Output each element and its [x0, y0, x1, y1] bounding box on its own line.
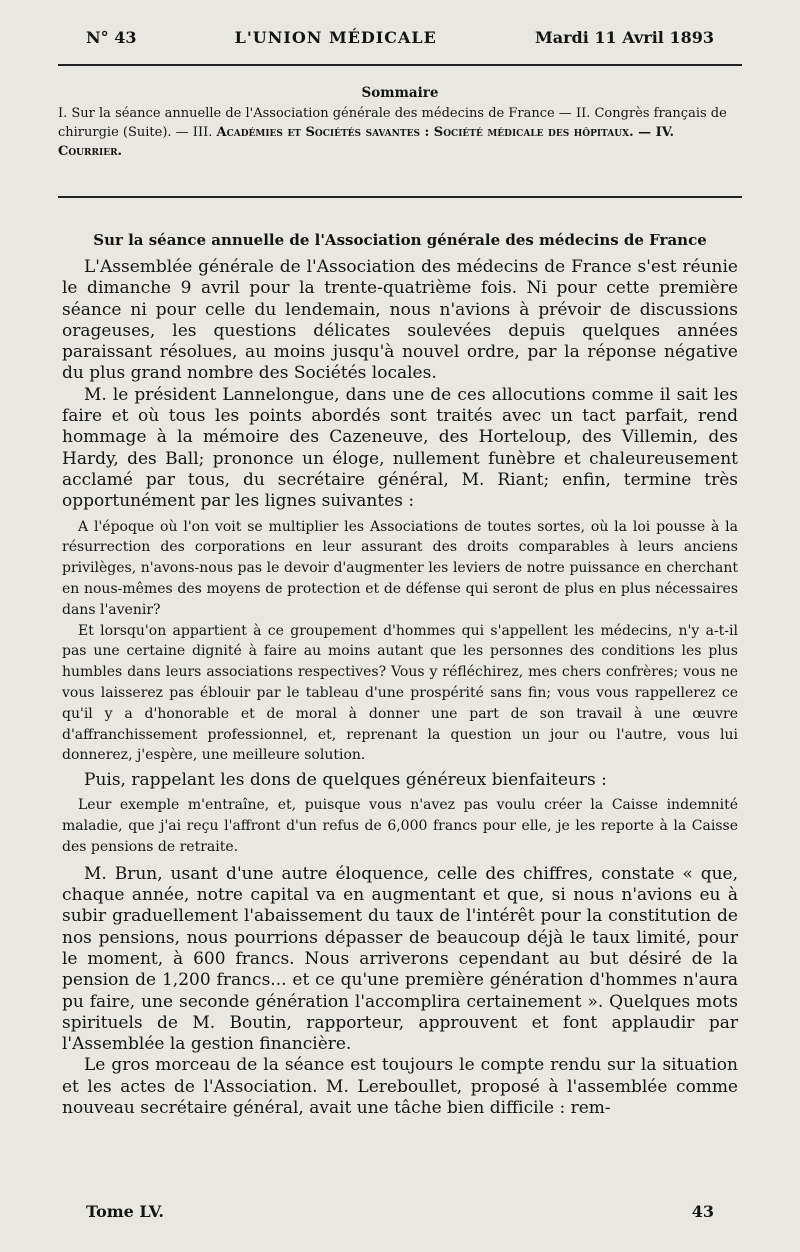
quote-paragraph-2: Et lorsqu'on appartient à ce groupement d'hommes qui s'appellent les médecins, n'y a-t-il pas une certaine dignité à faire au moins autant que les personnes des conditions les plus humbles dans leurs associations respectives? Vous y réfléchirez, mes chers confrères; vous ne vous laisserez pas éblouir par le tableau d'une prospérité sans fin; vous vous rappellerez ce qu'il y a d'honorable et de moral à donner une part de son travail à une œuvre d'affranchissement professionnel, et, reprenant la question un jour ou l'autre, vous lui donnerez, j'espère, une meilleure solution.	[62, 622, 738, 764]
volume-label: Tome LV.	[86, 1202, 164, 1221]
page-number: 43	[691, 1202, 714, 1221]
journal-title: L'UNION MÉDICALE	[234, 28, 437, 47]
paragraph-4: M. Brun, usant d'une autre éloquence, celle des chiffres, constate « que, chaque année, notre capital va en augmentant et que, si nous n'avions eu à subir graduellement l'abaissement du taux de l'intérêt pour la constitution de nos pensions, nous pourrions dépasser de beaucoup déjà le taux limité, pour le moment, à 600 francs. Nous arriverons cependant au but désiré de la pension de 1,200 francs... et ce qu'une première génération d'hommes n'aura pu faire, une seconde génération l'accomplira certainement ». Quelques mots spirituels de M. Boutin, rapporteur, approuvent et font applaudir par l'Assemblée la gestion financière.	[62, 863, 738, 1055]
quote-paragraph-3: Leur exemple m'entraîne, et, puisque vous n'avez pas voulu créer la Caisse indemnité maladie, que j'ai reçu l'affront d'un refus de 6,000 francs pour elle, je les reporte à la Caisse des pensions de retraite.	[62, 797, 738, 856]
section-title: Sur la séance annuelle de l'Association générale des médecins de France	[93, 231, 707, 249]
paragraph-5: Le gros morceau de la séance est toujours le compte rendu sur la situation et les actes de l'Association. M. Lereboullet, proposé à l'assemblée comme nouveau secrétaire général, avait une tâche bien difficile : rem-	[62, 1055, 738, 1119]
article-body	[62, 257, 738, 1119]
summary-box	[58, 84, 742, 161]
summary-text	[58, 104, 742, 161]
summary-text-part1: I. Sur la séance annuelle de l'Association générale des médecins de France — II. Congrès français de chirurgie (Suite). — III.	[58, 106, 727, 140]
issue-date: Mardi 11 Avril 1893	[535, 28, 714, 47]
quote-paragraph-1: A l'époque où l'on voit se multiplier les Associations de toutes sortes, où la loi pousse à la résurrection des corporations en leur assurant des droits comparables à leurs anciens privilèges, n'avons-nous pas le devoir d'augmenter les leviers de notre puissance en cherchant en nous-mêmes des moyens de protection et de défense qui seront de plus en plus nécessaires dans l'avenir?	[62, 518, 738, 618]
page-header	[86, 28, 714, 54]
paragraph-3: Puis, rappelant les dons de quelques généreux bienfaiteurs :	[84, 770, 607, 791]
summary-rule	[58, 196, 742, 198]
summary-text-part2: Académies et Sociétés savantes	[216, 125, 420, 140]
page-footer	[86, 1202, 714, 1221]
summary-text-part4: Courrier.	[58, 144, 123, 159]
paragraph-2: M. le président Lannelongue, dans une de ces allocutions comme il sait les faire et où tous les points abordés sont traités avec un tact parfait, rend hommage à la mémoire des Cazeneuve, des Horteloup, des Villemin, des Hardy, des Ball; prononce un éloge, nullement funèbre et chaleureusement acclamé par tous, du secrétaire général, M. Riant; enfin, termine très opportunément par les lignes suivantes :	[62, 384, 738, 512]
summary-title: Sommaire	[361, 85, 439, 101]
summary-text-part3: : Société médicale des hôpitaux. — IV.	[419, 125, 675, 140]
issue-number: N° 43	[86, 28, 137, 47]
header-rule	[58, 64, 742, 66]
paragraph-1: L'Assemblée générale de l'Association des médecins de France s'est réunie le dimanche 9 avril pour la trente-quatrième fois. Ni pour cette première séance ni pour celle du lendemain, nous n'avions à prévoir de discussions orageuses, les questions délicates soulevées depuis quelques années paraissant résolues, au moins jusqu'à nouvel ordre, par la réponse négative du plus grand nombre des Sociétés locales.	[62, 257, 738, 384]
